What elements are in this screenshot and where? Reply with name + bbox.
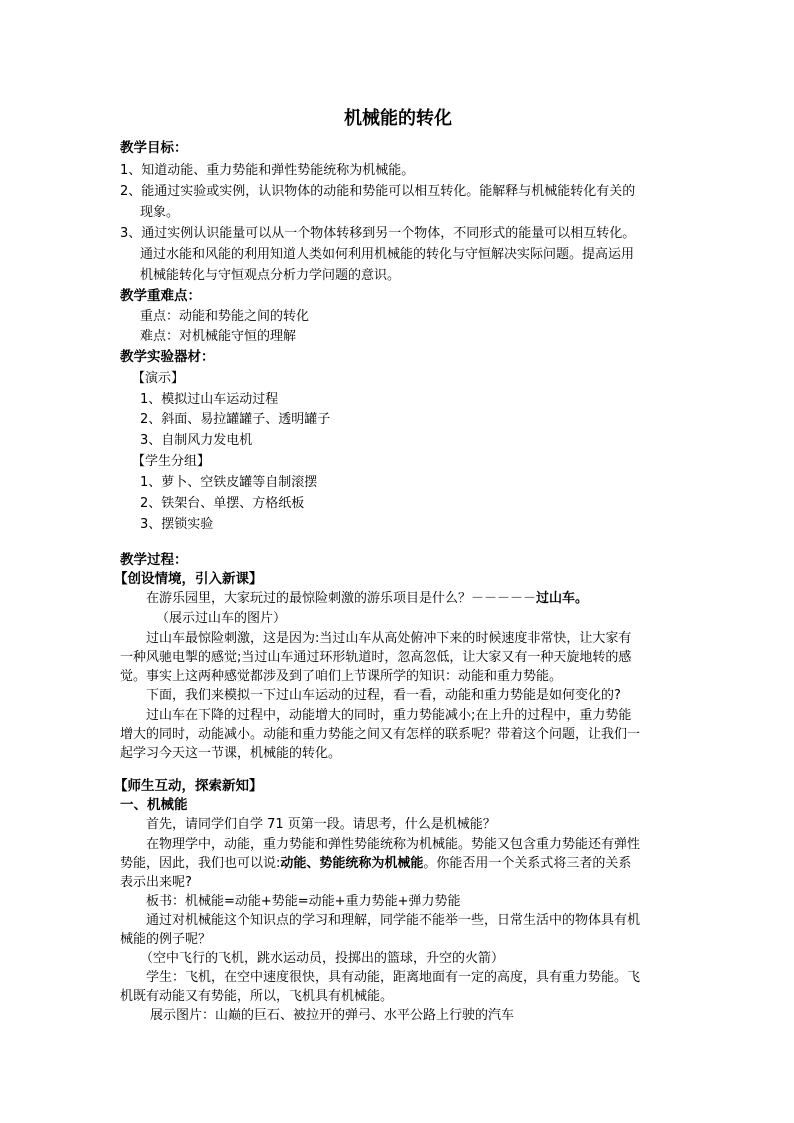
paragraph: 过山车在下降的过程中，动能增大的同时，重力势能减小;在上升的过程中，重力势能: [146, 708, 632, 723]
paragraph: 首先，请同学们自学 71 页第一段。请思考，什么是机械能？: [146, 817, 496, 832]
group-item: 3、摆锁实验: [140, 517, 214, 532]
equipment-heading: 教学实验器材：: [120, 349, 215, 365]
paragraph: [146, 590, 588, 607]
demo-item: 3、自制风力发电机: [140, 433, 253, 448]
goals-heading: 教学目标：: [120, 140, 188, 156]
group-label: 【学生分组】: [132, 454, 211, 469]
section-title: 【师生互动，探索新知】: [114, 778, 263, 794]
paragraph: 下面，我们来模拟一下过山车运动的过程，看一看，动能和重力势能是如何变化的?: [146, 688, 621, 703]
subsection-title: 一、机械能: [120, 797, 188, 813]
paragraph: 板书：机械能=动能+势能=动能+重力势能+弹力势能: [146, 894, 461, 909]
difficulty-heading: 教学重难点：: [120, 288, 201, 304]
paragraph: 过山车最惊险刺激，这是因为:当过山车从高处俯冲下来的时候速度非常快，让大家有: [146, 631, 632, 646]
paragraph: 学生：飞机，在空中速度很快，具有动能，距离地面有一定的高度，具有重力势能。飞: [146, 970, 641, 985]
paragraph: （展示过山车的图片）: [156, 611, 287, 626]
paragraph-text: 。你能否用一个关系式将三者的关系: [423, 856, 632, 871]
paragraph-cont: 一种风驰电掣的感觉;当过山车通过环形轨道时，忽高忽低，让大家又有一种天旋地转的感: [120, 650, 632, 665]
paragraph-cont: 械能的例子呢？: [120, 932, 212, 947]
process-heading: 教学过程：: [120, 552, 188, 568]
paragraph-text: 势能，因此，我们也可以说:: [120, 856, 281, 871]
key-point: 重点：动能和势能之间的转化: [140, 309, 310, 324]
paragraph-cont: 觉。事实上这两种感觉都涉及到了咱们上节课所学的知识：动能和重力势能。: [120, 669, 563, 684]
paragraph: 在物理学中，动能，重力势能和弹性势能统称为机械能。势能又包含重力势能还有弹性: [146, 837, 641, 852]
key-definition-bold: 动能、势能统称为机械能: [280, 856, 424, 871]
group-item: 1、萝卜、空铁皮罐等自制滚摆: [140, 475, 318, 490]
paragraph: 展示图片：山巅的巨石、被拉开的弹弓、水平公路上行驶的汽车: [150, 1008, 515, 1023]
hard-point: 难点：对机械能守恒的理解: [140, 329, 297, 344]
page-title: 机械能的转化: [344, 108, 452, 129]
demo-item: 2、斜面、易拉罐罐子、透明罐子: [140, 412, 331, 427]
paragraph-cont: 起学习今天这一节课，机械能的转化。: [120, 746, 342, 761]
paragraph-cont: 表示出来呢?: [120, 875, 192, 890]
goal-item: 2、能通过实验或实例，认识物体的动能和势能可以相互转化。能解释与机械能转化有关的: [120, 184, 636, 199]
section-title: 【创设情境，引入新课】: [114, 571, 263, 587]
goal-item-cont: 机械能转化与守恒观点分析力学问题的意识。: [140, 268, 401, 283]
answer-bold: 过山车。: [536, 591, 589, 606]
paragraph: （空中飞行的飞机，跳水运动员，投掷出的篮球，升空的火箭）: [140, 951, 505, 966]
paragraph-cont: [120, 855, 631, 872]
group-item: 2、铁架台、单摆、方格纸板: [140, 496, 305, 511]
demo-label: 【演示】: [132, 371, 185, 386]
goal-item-cont: 现象。: [140, 205, 180, 220]
paragraph-cont: 增大的同时，动能减小。动能和重力势能之间又有怎样的联系呢？带着这个问题，让我们一: [120, 727, 641, 742]
paragraph-text: 在游乐园里，大家玩过的最惊险刺激的游乐项目是什么？－－－－－: [146, 591, 537, 606]
goal-item: 1、知道动能、重力势能和弹性势能统称为机械能。: [120, 163, 415, 178]
goal-item-cont: 通过水能和风能的利用知道人类如何利用机械能的转化与守恒解决实际问题。提高运用: [140, 247, 635, 262]
goal-item: 3、通过实例认识能量可以从一个物体转移到另一个物体，不同形式的能量可以相互转化。: [120, 226, 636, 241]
demo-item: 1、模拟过山车运动过程: [140, 392, 279, 407]
paragraph-cont: 机既有动能又有势能，所以，飞机具有机械能。: [120, 989, 394, 1004]
paragraph: 通过对机械能这个知识点的学习和理解，同学能不能举一些，日常生活中的物体具有机: [146, 913, 641, 928]
